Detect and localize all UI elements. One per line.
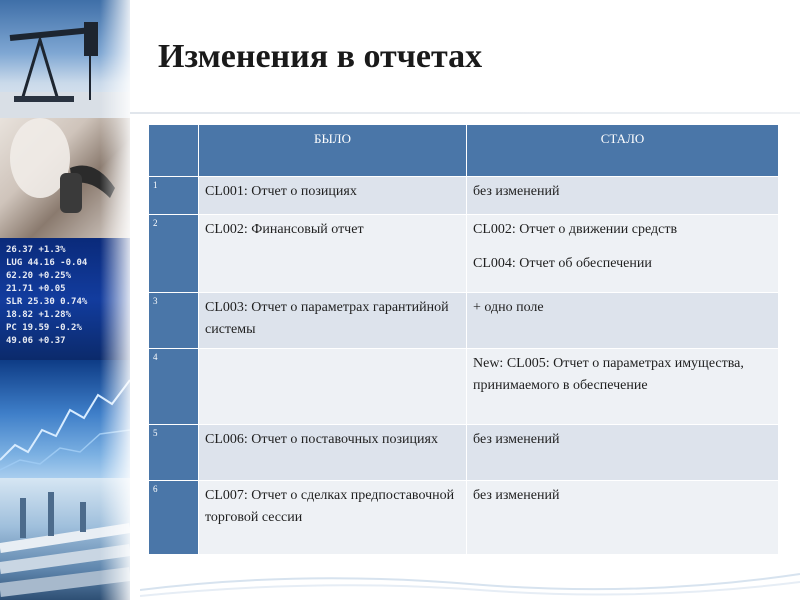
title-divider xyxy=(130,112,800,114)
header-num xyxy=(149,125,199,177)
was-cell: CL002: Финансовый отчет xyxy=(199,215,467,293)
row-number: 4 xyxy=(149,349,199,425)
now-text: CL002: Отчет о движении средств xyxy=(473,222,678,237)
table-row xyxy=(149,177,779,215)
now-cell xyxy=(467,425,779,481)
was-cell: CL001: Отчет о позициях xyxy=(199,177,467,215)
now-cell xyxy=(467,349,779,425)
table-row xyxy=(149,215,779,293)
now-text: CL004: Отчет об обеспечении xyxy=(473,256,652,271)
was-cell: CL007: Отчет о сделках предпоставочной торговой сессии xyxy=(199,481,467,555)
now-text: без изменений xyxy=(473,184,560,199)
header-now: СТАЛО xyxy=(467,125,779,177)
ticker-line: 21.71 +0.05 xyxy=(6,284,66,294)
now-cell xyxy=(467,215,779,293)
table-row xyxy=(149,293,779,349)
now-text: + одно поле xyxy=(473,300,544,315)
slide-title: Изменения в отчетах xyxy=(158,38,483,75)
ticker-line: 18.82 +1.28% xyxy=(6,310,72,320)
now-cell xyxy=(467,481,779,555)
now-text: без изменений xyxy=(473,432,560,447)
decorative-photo-strip xyxy=(0,0,130,600)
ticker-line: LUG 44.16 -0.04 xyxy=(6,258,88,268)
row-number: 2 xyxy=(149,215,199,293)
ticker-line: 49.06 +0.37 xyxy=(6,336,66,346)
row-number: 3 xyxy=(149,293,199,349)
table-row xyxy=(149,349,779,425)
row-number: 6 xyxy=(149,481,199,555)
table-row xyxy=(149,425,779,481)
ticker-line: 26.37 +1.3% xyxy=(6,245,66,255)
reports-changes-table xyxy=(148,124,779,555)
row-number: 5 xyxy=(149,425,199,481)
row-number: 1 xyxy=(149,177,199,215)
strip-fade xyxy=(100,0,130,600)
was-cell: CL006: Отчет о поставочных позициях xyxy=(199,425,467,481)
was-cell xyxy=(199,349,467,425)
ticker-line: SLR 25.30 0.74% xyxy=(6,297,88,307)
decorative-wave xyxy=(140,560,800,600)
now-text: New: CL005: Отчет о параметрах имущества, принимаемого в обеспечение xyxy=(473,356,744,393)
table-header-row xyxy=(149,125,779,177)
now-text: без изменений xyxy=(473,488,560,503)
ticker-line: 62.20 +0.25% xyxy=(6,271,72,281)
ticker-board xyxy=(6,244,87,348)
table-row xyxy=(149,481,779,555)
ticker-line: PC 19.59 -0.2% xyxy=(6,323,82,333)
now-cell xyxy=(467,293,779,349)
header-was: БЫЛО xyxy=(199,125,467,177)
was-cell: CL003: Отчет о параметрах гарантийной системы xyxy=(199,293,467,349)
now-cell xyxy=(467,177,779,215)
